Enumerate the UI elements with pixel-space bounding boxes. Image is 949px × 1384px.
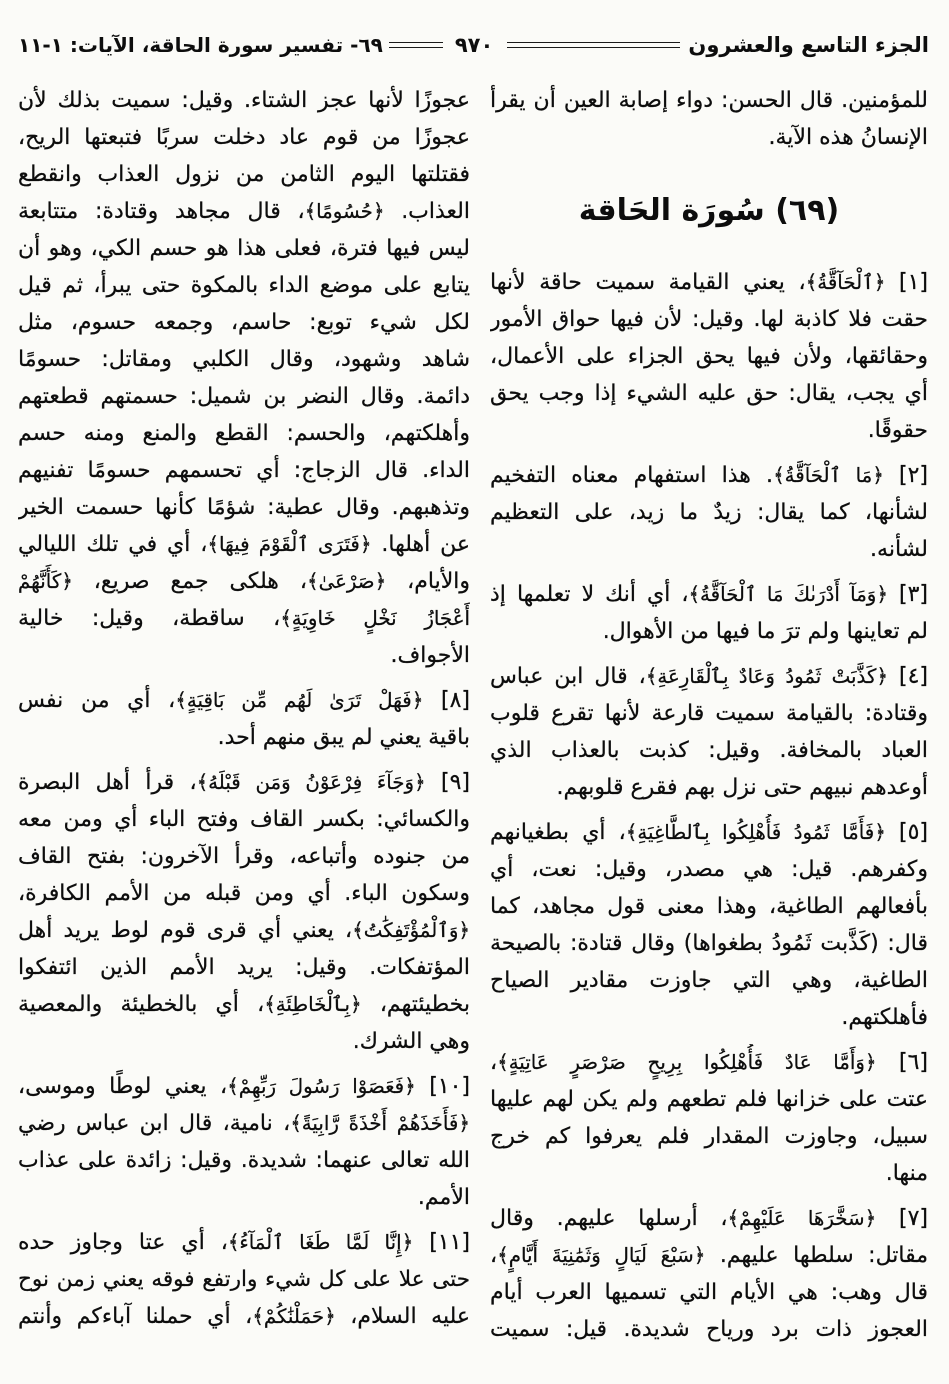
text-line: المؤتفكات. وقيل: يريد الأمم الذين ائتفكوا [18,955,470,980]
quran-quote: ﴿فَتَرَى ٱلْقَوْمَ فِيهَا﴾ [207,533,372,556]
quran-quote: ﴿كَأَنَّهُمْ [18,570,73,593]
paragraph [490,264,928,449]
text-line: عجوزًا لأنها عجز الشتاء. وقيل: سميت بذلك لأن [18,88,470,113]
text-line: وسكون الباء. أي ومن قبله من الأمم الكافرة، [18,881,470,906]
surah-title: (٦٩) سُورَة الحَاقة [578,192,840,228]
quran-quote: ﴿فَأَمَّا ثَمُودُ فَأُهْلِكُوا بِٱلطَّاغِيَةِ﴾ [625,821,886,844]
text-line: وأهلكتهم، والحسم: القطع والمنع ومنه حسم [18,421,470,446]
paragraph [490,1200,928,1348]
text-line: لكل شيء توبع: حاسم، وجمعه حسوم، مثل [18,310,470,335]
text-line: سبيل، وجاوزت المقدار فلم يعرفوا كم خرج [490,1124,928,1149]
text-line: منها. [885,1161,928,1186]
text-line: والكسائي: بكسر القاف وفتح الباء أي ومن معه [18,807,470,832]
quran-quote: ﴿حَمَلْنَٰكُمْ﴾ [252,1305,336,1328]
surah-title-block [490,156,928,264]
text-line: أَعْجَازُ نَخْلٍ خَاوِيَةٍ﴾، ساقطة، وقيل: خالية [18,606,470,631]
text-line: عجوزًا من قوم عاد دخلت سربًا فتبعتها الريح، [18,125,470,150]
quran-quote: ﴿سَبْعَ لَيَالٍ وَثَمَٰنِيَةَ أَيَّامٍ﴾ [497,1244,706,1267]
paragraph [490,814,928,1036]
text-line: [٢] ﴿مَا ٱلْحَآقَّةُ﴾. هذا استفهام معناه التفخيم [490,463,928,488]
text-line: والأيام، ﴿صَرْعَىٰ﴾، هلكى جمع صريع، ﴿كَأَنَّهُمْ [18,569,470,594]
text-line: [١١] ﴿إِنَّا لَمَّا طَغَا ٱلْمَآءُ﴾، أي عتا وجاوز حده [18,1230,470,1255]
quran-quote: ﴿فَعَصَوْا رَسُولَ رَبِّهِمْ﴾ [227,1075,416,1098]
paragraph [490,576,928,650]
quran-quote: ﴿وَمَآ أَدْرَىٰكَ مَا ٱلْحَآقَّةُ﴾ [688,583,888,606]
right-column-paragraphs [490,264,928,1348]
running-header [18,26,929,64]
text-line: لشأنه. [870,537,928,562]
text-line: وتذهبهم. وقال عطية: شؤمًا كأنها حسمت الخير [18,495,470,520]
quran-quote: ﴿بِٱلْخَاطِئَةِ﴾ [264,993,362,1016]
quran-quote: ﴿حُسُومًا﴾ [304,200,385,223]
paragraph [18,1068,470,1216]
text-line: العباد بالمخافة. وقيل: كذبت بالعذاب الذي [490,738,928,763]
text-line: فأهلكتهم. [841,1005,928,1030]
text-line: لشأنها، كما يقال: زيدٌ ما زيد، على التعظيم [490,500,928,525]
text-line: وهي الشرك. [352,1029,470,1054]
text-line: [٣] ﴿وَمَآ أَدْرَىٰكَ مَا ٱلْحَآقَّةُ﴾، أي أنك لا تعلمها إذ [490,582,928,607]
text-line: ﴿فَأَخَذَهُمْ أَخْذَةً رَّابِيَةً﴾، نامية، قال ابن عباس رضي [18,1111,470,1136]
text-line: بخطيئتهم، ﴿بِٱلْخَاطِئَةِ﴾، أي بالخطيئة والمعصية [18,992,470,1017]
quran-quote: ﴿وَجَآءَ فِرْعَوْنُ وَمَن قَبْلَهُ﴾ [196,771,426,794]
text-line: فقتلتها اليوم الثامن من نزول العذاب وانقطع [18,162,470,187]
header-surah-reference: ٦٩- تفسير سورة الحاقة، الآيات: ١-١١ [18,33,383,57]
text-line: الإنسانُ هذه الآية. [768,125,928,150]
quran-quote: ﴿ٱلْحَآقَّةُ﴾ [805,271,886,294]
text-line: أي يجب، يقال: حق عليه الشيء إذا وجب يحق [490,381,928,406]
text-line: الداء. قال الزجاج: أي تحسمهم حسومًا تفنيهم [18,458,470,483]
quran-quote: ﴿مَا ٱلْحَآقَّةُ﴾ [773,464,884,487]
text-line: يتابع على موضع الداء بالمكوة حتى يبرأ، ثم قيل [18,273,470,298]
text-line: مقاتل: سلطها عليهم. ﴿سَبْعَ لَيَالٍ وَثَمَٰنِيَةَ أَيَّامٍ﴾، [490,1243,928,1268]
quran-quote: ﴿كَذَّبَتْ ثَمُودُ وَعَادٌ بِٱلْقَارِعَةِ﴾ [645,665,888,688]
header-double-rule [507,42,680,48]
text-line: العذاب. ﴿حُسُومًا﴾، قال مجاهد وقتادة: متتابعة [18,199,470,224]
text-line: الطاغية، وهي التي جاوزت مقادير الصياح [490,968,928,993]
text-line: شاهد وشهود، وقال الكلبي ومقاتل: حسومًا [18,347,470,372]
paragraph [490,1044,928,1192]
page-number: ٩٧٠ [454,33,494,57]
paragraph [490,658,928,806]
quran-quote: ﴿صَرْعَىٰ﴾ [307,570,387,593]
quran-quote: ﴿وَٱلْمُؤْتَفِكَٰتُ﴾ [352,919,470,942]
text-line: باقية يعني لم يبق منهم أحد. [217,725,470,750]
quran-quote: أَعْجَازُ نَخْلٍ خَاوِيَةٍ﴾ [280,607,470,630]
intro-paragraph [490,82,928,156]
text-line: حقوقًا. [867,418,928,443]
quran-quote: ﴿إِنَّا لَمَّا طَغَا ٱلْمَآءُ﴾ [227,1231,414,1254]
text-line: [١٠] ﴿فَعَصَوْا رَسُولَ رَبِّهِمْ﴾، يعني لوطًا وموسى، [18,1074,470,1099]
text-line: ليس فيها فترة، فعلى هذا هو حسم الكي، وهو أن [18,236,470,261]
text-line: وحقائقها، ولأن فيها يحق الجزاء على الأعمال، [490,344,928,369]
text-line: الأمم. [417,1185,470,1210]
text-line: [٥] ﴿فَأَمَّا ثَمُودُ فَأُهْلِكُوا بِٱلطَّاغِيَةِ﴾، أي بطغيانهم [490,820,928,845]
text-line: [٩] ﴿وَجَآءَ فِرْعَوْنُ وَمَن قَبْلَهُ﴾، قرأ أهل البصرة [18,770,470,795]
quran-quote: ﴿وَأَمَّا عَادٌ فَأُهْلِكُوا بِرِيحٍ صَرْصَرٍ عَاتِيَةٍ﴾ [497,1051,877,1074]
header-part-label: الجزء التاسع والعشرون [688,33,929,57]
quran-quote: ﴿سَخَّرَهَا عَلَيْهِمْ﴾ [727,1207,877,1230]
text-line: قال وهب: هي الأيام التي تسميها العرب أيام [490,1280,928,1305]
quran-quote: ﴿فَهَلْ تَرَىٰ لَهُم مِّن بَاقِيَةٍ﴾ [175,689,424,712]
text-line: [٨] ﴿فَهَلْ تَرَىٰ لَهُم مِّن بَاقِيَةٍ﴾، أي من نفس [18,688,470,713]
header-double-rule [389,42,443,48]
text-line: [١] ﴿ٱلْحَآقَّةُ﴾، يعني القيامة سميت حاقة لأنها [490,270,928,295]
text-line: من جنوده وأتباعه، وقرأ الآخرون: بفتح القاف [18,844,470,869]
paragraph [18,682,470,756]
text-line: قال: (كَذَّبت ثَمُودُ بطغواها) وقال قتادة: بالصيحة [490,931,928,956]
paragraph [490,457,928,568]
text-line: دائمة. وقال النضر بن شميل: حسمتهم قطعتهم [18,384,470,409]
text-line: عن أهلها. ﴿فَتَرَى ٱلْقَوْمَ فِيهَا﴾، أي في تلك الليالي [18,532,470,557]
right-column [490,82,928,1348]
text-line: عتت على خزانها فلم تطعهم ولم يكن لهم عليها [490,1087,928,1112]
text-line: [٦] ﴿وَأَمَّا عَادٌ فَأُهْلِكُوا بِرِيحٍ صَرْصَرٍ عَاتِيَةٍ﴾، [490,1050,928,1075]
paragraph [18,82,470,674]
text-line: وقتادة: بالقيامة سميت قارعة لأنها تقرع قلوب [490,701,928,726]
text-line: حتى علا على كل شيء وارتفع فوقه يعني زمن نوح [18,1267,470,1292]
text-line: للمؤمنين. قال الحسن: دواء إصابة العين أن يقرأ [490,88,928,113]
text-line: بأفعالهم الطاغية، وهذا معنى قول مجاهد، كما [490,894,928,919]
text-line: لم تعاينها ولم ترَ ما فيها من الأهوال. [602,619,928,644]
text-line: الله تعالى عنهما: شديدة. وقيل: زائدة على عذاب [18,1148,470,1173]
left-column [18,82,470,1335]
text-line: عليه السلام، ﴿حَمَلْنَٰكُمْ﴾، أي حملنا آباءكم وأنتم [18,1304,470,1329]
text-line: وكفرهم. قيل: هي مصدر، وقيل: نعت، أي [490,857,928,882]
quran-quote: ﴿فَأَخَذَهُمْ أَخْذَةً رَّابِيَةً﴾ [290,1112,470,1135]
text-line: العجوز ذات برد ورياح شديدة. قيل: سميت [490,1317,928,1342]
text-line: [٧] ﴿سَخَّرَهَا عَلَيْهِمْ﴾، أرسلها عليهم. وقال [490,1206,928,1231]
paragraph [18,1224,470,1335]
left-column-paragraphs [18,82,470,1335]
text-line: حقت فلا كاذبة لها. وقيل: لأن فيها حواق الأمور [490,307,928,332]
text-line: أوعدهم نبيهم حتى نزل بهم فقرع قلوبهم. [556,775,928,800]
text-line: الأجواف. [390,643,470,668]
text-line: [٤] ﴿كَذَّبَتْ ثَمُودُ وَعَادٌ بِٱلْقَارِعَةِ﴾، قال ابن عباس [490,664,928,689]
text-line: ﴿وَٱلْمُؤْتَفِكَٰتُ﴾، يعني أي قرى قوم لوط يريد أهل [18,918,470,943]
paragraph [18,764,470,1060]
